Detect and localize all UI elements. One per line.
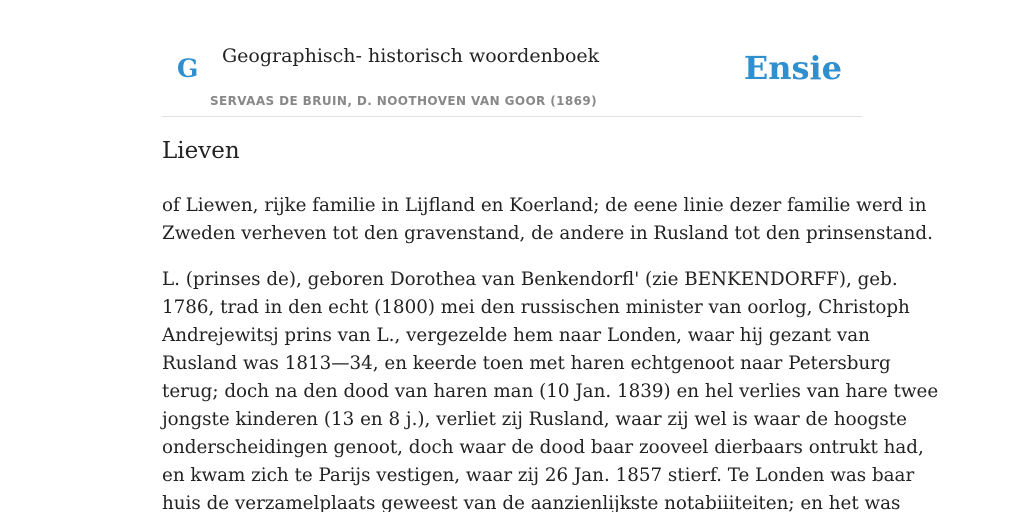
- text-line: Andrejewitsj prins van L., vergezelde hem naar Londen, waar hij gezant van: [162, 325, 870, 346]
- book-title-link[interactable]: Geographisch- historisch woordenboek: [222, 45, 600, 67]
- entry-paragraph: [162, 192, 933, 248]
- book-header: [162, 0, 862, 117]
- text-line: en kwam zich te Parijs vestigen, waar zij 26 Jan. 1857 stierf. Te Londen was baar: [162, 465, 915, 486]
- ensie-logo-link[interactable]: Ensie: [743, 49, 842, 87]
- text-line: 1786, trad in den echt (1800) mei den russischen minister van oorlog, Christoph: [162, 297, 910, 318]
- entry-title: Lieven: [162, 138, 240, 164]
- text-line: jongste kinderen (13 en 8 j.), verliet zij Rusland, waar zij wel is waar de hoogste: [162, 409, 907, 430]
- book-initial-link[interactable]: G: [177, 54, 199, 83]
- entry-paragraph: [162, 266, 939, 512]
- text-line: huis de verzamelplaats geweest van de aanzienlijkste notabiiiteiten; en het was: [162, 493, 901, 512]
- book-authors: SERVAAS DE BRUIN, D. NOOTHOVEN VAN GOOR (1869): [210, 94, 598, 108]
- text-line: onderscheidingen genoot, doch waar de dood baar zooveel dierbaars ontrukt had,: [162, 437, 924, 458]
- text-line: of Liewen, rijke familie in Lijfland en Koerland; de eene linie dezer familie werd in: [162, 195, 927, 216]
- text-line: Rusland was 1813—34, en keerde toen met haren echtgenoot naar Petersburg: [162, 353, 891, 374]
- text-line: L. (prinses de), geboren Dorothea van Benkendorfl' (zie BENKENDORFF), geb.: [162, 269, 898, 290]
- text-line: terug; doch na den dood van haren man (10 Jan. 1839) en hel verlies van hare twee: [162, 381, 939, 402]
- entry-body: [162, 192, 939, 512]
- text-line: Zweden verheven tot den gravenstand, de andere in Rusland tot den prinsenstand.: [162, 223, 933, 244]
